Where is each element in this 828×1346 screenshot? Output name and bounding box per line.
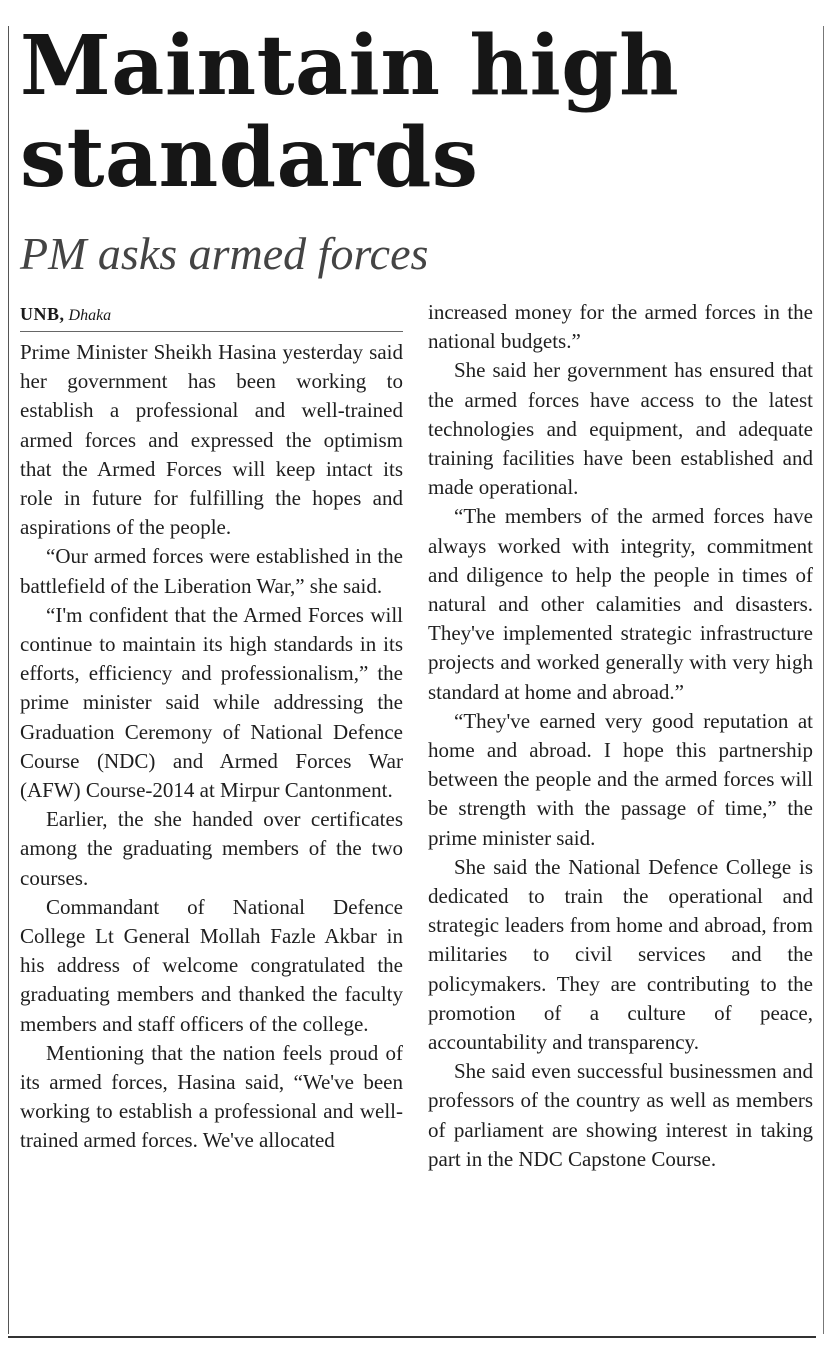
subheadline: PM asks armed forces <box>20 228 429 279</box>
left-column <box>20 338 403 1328</box>
body-paragraph: She said even successful businessmen and professors of the country as well as members of parliament are showing interest in taking part in the NDC Capstone Course. <box>428 1059 813 1171</box>
body-paragraph: Commandant of National Defence College Lt General Mollah Fazle Akbar in his address of welcome congratulated the graduating members and thanked the faculty members and staff officers of the college. <box>20 894 403 1036</box>
body-paragraph: “The members of the armed forces have always worked with integrity, commitment and diligence to help the people in times of natural and other calamities and disasters. They've implemented strategic infrastructure projects and worked generally with very high standard at home and abroad.” <box>428 504 813 704</box>
body-paragraph: Mentioning that the nation feels proud of its armed forces, Hasina said, “We've been working to establish a professional and well-trained armed forces. We've allocated <box>20 1040 403 1153</box>
byline-rule <box>20 331 403 332</box>
bottom-border-rule <box>8 1336 816 1338</box>
body-paragraph: Prime Minister Sheikh Hasina yesterday said her government has been working to establish a professional and well-trained armed forces and expressed the optimism that the Armed Forces will keep intact its role in future for fulfilling the hopes and aspirations of the people. <box>20 340 403 540</box>
headline: Maintain high standards <box>20 18 680 206</box>
body-paragraph: increased money for the armed forces in the national budgets.” <box>428 300 813 354</box>
body-paragraph: Earlier, the she handed over certificates among the graduating members of the two courses. <box>20 807 403 890</box>
left-border-rule <box>8 26 9 1334</box>
right-border-rule <box>823 26 824 1334</box>
byline-agency: UNB, <box>20 304 65 324</box>
body-paragraph: She said the National Defence College is dedicated to train the operational and strategic leaders from home and abroad, from militaries to civil services and the policymakers. They are contributing to the promotion of a culture of peace, accountability and transparency. <box>428 854 813 1055</box>
body-paragraph: “They've earned very good reputation at home and abroad. I hope this partnership between the people and the armed forces will be strength with the passage of time,” the prime minister said. <box>428 708 813 850</box>
body-paragraph: “Our armed forces were established in the battlefield of the Liberation War,” she said. <box>20 544 403 598</box>
body-paragraph: “I'm confident that the Armed Forces will continue to maintain its high standards in its efforts, efficiency and professionalism,” the prime minister said while addressing the Graduation Ceremony of National Defence Course (NDC) and Armed Forces War (AFW) Course-2014 at Mirpur Cantonment. <box>20 602 403 803</box>
byline-dateline: Dhaka <box>68 307 112 324</box>
body-paragraph: She said her government has ensured that the armed forces have access to the latest technologies and equipment, and adequate training facilities have been established and made operational. <box>428 358 813 500</box>
right-column <box>428 298 813 1328</box>
byline <box>20 300 111 330</box>
